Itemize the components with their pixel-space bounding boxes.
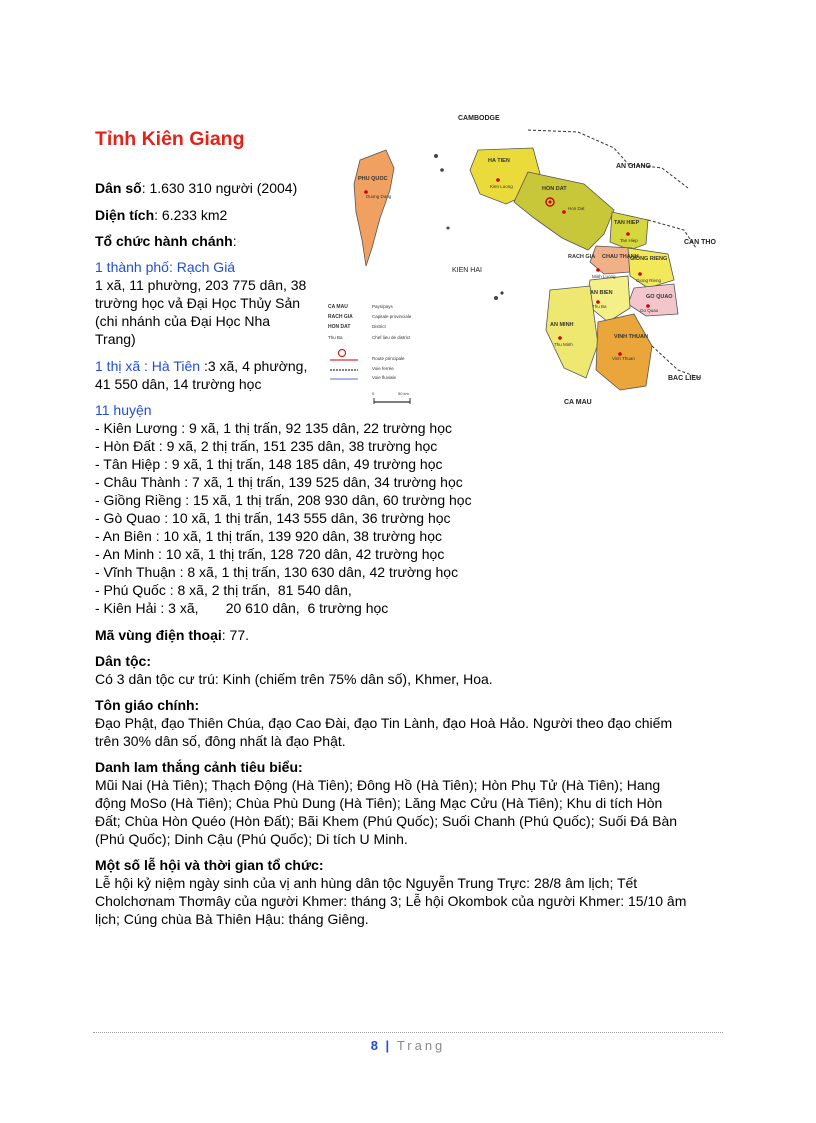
- map-label-bac-lieu: BAC LIEU: [668, 375, 702, 382]
- town-marker: [558, 336, 562, 340]
- legend-text: District: [372, 324, 386, 329]
- map-district-tan-hiep: TAN HIEP: [614, 220, 640, 226]
- festivals-line: lịch; Cúng chùa Bà Thiên Hậu: tháng Giêng.: [95, 911, 369, 927]
- city-line: Trang): [95, 331, 136, 347]
- map-district-an-minh: AN MINH: [550, 322, 574, 328]
- map-label-cambodge: CAMBODGE: [458, 115, 500, 122]
- population-value: : 1.630 310 người (2004): [141, 180, 298, 196]
- town-line-2: 41 550 dân, 14 trường học: [95, 376, 262, 392]
- population-line: [95, 179, 297, 197]
- phone-label: Mã vùng điện thoại: [95, 627, 222, 643]
- scale-label: 50 km: [398, 391, 409, 396]
- map-town-label: Go Quao: [640, 308, 659, 313]
- legend-sample-ca-mau: CA MAU: [328, 304, 348, 310]
- province-map: [328, 108, 718, 408]
- map-district-hon-dat: HON DAT: [542, 186, 567, 192]
- admin-suffix: :: [232, 233, 237, 249]
- legend-text: Route principale: [372, 356, 405, 361]
- map-district-go-quao: GO QUAO: [646, 294, 673, 300]
- ethnic-section: [95, 652, 735, 688]
- legend-text: Capitale provinciale: [372, 314, 412, 319]
- map-district-rach-gia: RACH GIA: [568, 254, 596, 260]
- legend-sample-thu-ba: Thu Ba: [328, 335, 343, 340]
- city-line: trường học vả Đại Học Thủy Sản: [95, 295, 301, 311]
- map-town-label: Thu Ba: [592, 304, 607, 309]
- scenic-line: động MoSo (Hà Tiên); Chùa Phù Dung (Hà Tiên); Lăng Mạc Cửu (Hà Tiên); Khu di tích Hòn: [95, 795, 663, 811]
- religion-section: [95, 696, 735, 750]
- map-district-giong-rieng: GIONG RIENG: [630, 256, 668, 262]
- map-town-label: Giong Rieng: [636, 278, 662, 283]
- city-line: (chi nhánh của Đại Học Nha: [95, 313, 271, 329]
- districts-heading: 11 huyện: [95, 402, 152, 418]
- population-label: Dân số: [95, 180, 142, 196]
- scenic-heading: Danh lam thắng cảnh tiêu biểu:: [95, 759, 303, 775]
- town-marker: [626, 232, 630, 236]
- legend-capital-symbol: [339, 350, 346, 357]
- town-marker: [562, 210, 566, 214]
- religion-heading: Tôn giáo chính:: [95, 697, 200, 713]
- map-label-ca-mau: CA MAU: [564, 399, 592, 406]
- page-footer: [0, 1038, 816, 1053]
- phu-quoc-island: [354, 150, 394, 266]
- legend-text: Voie fluviale: [372, 375, 397, 380]
- district-item: - Phú Quốc : 8 xã, 2 thị trấn, 81 540 dân,: [95, 582, 352, 598]
- religion-line: trên 30% dân số, đông nhất là đạo Phật.: [95, 733, 346, 749]
- town-section: [95, 357, 323, 393]
- map-town-label: Minh Luong: [592, 274, 616, 279]
- scenic-section: [95, 758, 735, 848]
- islet: [500, 291, 503, 294]
- map-district-an-bien: AN BIEN: [590, 290, 613, 296]
- legend-sample-rach-gia: RACH GIA: [328, 314, 353, 320]
- admin-line: [95, 232, 237, 250]
- districts-section: [95, 401, 595, 617]
- district-tan-hiep: [610, 212, 648, 250]
- map-town-label: Tan Hiep: [620, 238, 638, 243]
- map-district-ha-tien: HA TIEN: [488, 158, 510, 164]
- map-town-label: Kien Luong: [490, 184, 513, 189]
- legend-sample-hon-dat: HON DAT: [328, 324, 351, 330]
- town-rest: :3 xã, 4 phường,: [203, 358, 308, 374]
- map-label-an-giang: AN GIANG: [616, 163, 651, 170]
- district-item: - Hòn Đất : 9 xã, 2 thị trấn, 151 235 dân, 38 trường học: [95, 438, 438, 454]
- footer-word: Trang: [396, 1038, 446, 1053]
- district-item: - Kiên Hải : 3 xã, 20 610 dân, 6 trường học: [95, 600, 389, 616]
- district-item: - Vĩnh Thuận : 8 xã, 1 thị trấn, 130 630 dân, 42 trường học: [95, 564, 459, 580]
- legend-text: Chef lieu de district: [372, 335, 411, 340]
- admin-label: Tổ chức hành chánh: [95, 233, 233, 249]
- legend-text: Pays/pays: [372, 304, 393, 309]
- page-number: 8: [370, 1038, 380, 1053]
- scenic-line: Mũi Nai (Hà Tiên); Thạch Động (Hà Tiên); Đông Hồ (Hà Tiên); Hòn Phụ Tử (Hà Tiên); Hang: [95, 777, 661, 793]
- district-item: - Tân Hiệp : 9 xã, 1 thị trấn, 148 185 dân, 49 trường học: [95, 456, 443, 472]
- province-map-svg: [328, 108, 718, 408]
- town-heading: 1 thị xã : Hà Tiên: [95, 358, 204, 374]
- islet: [440, 168, 444, 172]
- scale-zero: 0: [372, 391, 375, 396]
- border-line: [652, 346, 700, 378]
- islet: [434, 154, 438, 158]
- scenic-line: Đất; Chùa Hòn Quéo (Hòn Đất); Bãi Khem (Phú Quốc); Suối Chanh (Phú Quốc); Suối Đá Bàn: [95, 813, 678, 829]
- city-section: [95, 258, 323, 348]
- city-line: 1 xã, 11 phường, 203 775 dân, 38: [95, 277, 307, 293]
- footer-separator: |: [379, 1038, 397, 1053]
- page-title: Tỉnh Kiên Giang: [95, 128, 245, 150]
- islet: [494, 296, 498, 300]
- footer-divider: [93, 1032, 723, 1033]
- festivals-heading: Một số lễ hội và thời gian tổ chức:: [95, 857, 324, 873]
- district-item: - Gò Quao : 10 xã, 1 thị trấn, 143 555 dân, 36 trường học: [95, 510, 451, 526]
- area-label: Diện tích: [95, 207, 155, 223]
- area-line: [95, 206, 227, 224]
- town-marker: [638, 272, 642, 276]
- festivals-line: Cholchơnam Thơmây của người Khmer: tháng 3; Lễ hội Okombok của người Khmer: 15/10 âm: [95, 893, 687, 909]
- map-town-label: Vinh Thuan: [612, 356, 635, 361]
- town-marker: [496, 178, 500, 182]
- festivals-section: [95, 856, 735, 928]
- area-value: : 6.233 km2: [154, 207, 228, 223]
- map-label-kien-hai: KIEN HAI: [452, 267, 482, 274]
- town-marker: [596, 268, 600, 272]
- phone-line: [95, 626, 249, 644]
- map-town-label: Hon Dat: [568, 206, 585, 211]
- district-an-minh: [546, 286, 598, 378]
- islet: [447, 227, 450, 230]
- map-district-phu-quoc: PHU QUOC: [358, 176, 388, 182]
- district-item: - An Minh : 10 xã, 1 thị trấn, 128 720 dân, 42 trường học: [95, 546, 445, 562]
- ethnic-text: Có 3 dân tộc cư trú: Kinh (chiếm trên 75% dân số), Khmer, Hoa.: [95, 671, 493, 687]
- city-heading: 1 thành phố: Rạch Giá: [95, 259, 236, 275]
- map-town-label: Thu Minh: [554, 342, 573, 347]
- map-town-label: Duong Dong: [366, 194, 392, 199]
- religion-line: Đạo Phật, đạo Thiên Chúa, đạo Cao Đài, đạo Tin Lành, đạo Hoà Hảo. Người theo đạo chiếm: [95, 715, 673, 731]
- district-item: - Kiên Lương : 9 xã, 1 thị trấn, 92 135 dân, 22 trường học: [95, 420, 452, 436]
- festivals-line: Lễ hội kỷ niệm ngày sinh của vị anh hùng dân tộc Nguyễn Trung Trực: 28/8 âm lịch; Tết: [95, 875, 638, 891]
- map-district-chau-thanh: CHAU THANH: [602, 254, 639, 260]
- district-vinh-thuan: [596, 314, 652, 390]
- phone-value: : 77.: [221, 627, 250, 643]
- ethnic-heading: Dân tộc:: [95, 653, 151, 669]
- town-line-1: [95, 357, 323, 375]
- district-item: - An Biên : 10 xã, 1 thị trấn, 139 920 dân, 38 trường học: [95, 528, 442, 544]
- map-label-can-tho: CAN THO: [684, 239, 716, 246]
- scenic-line: (Phú Quốc); Dinh Cậu (Phú Quốc); Di tích U Minh.: [95, 831, 408, 847]
- map-district-vinh-thuan: VINH THUAN: [614, 334, 648, 340]
- district-item: - Châu Thành : 7 xã, 1 thị trấn, 139 525 dân, 34 trường học: [95, 474, 463, 490]
- capital-marker-dot: [549, 201, 552, 204]
- district-item: - Giồng Riềng : 15 xã, 1 thị trấn, 208 930 dân, 60 trường học: [95, 492, 472, 508]
- legend-text: Voie ferrée: [372, 366, 394, 371]
